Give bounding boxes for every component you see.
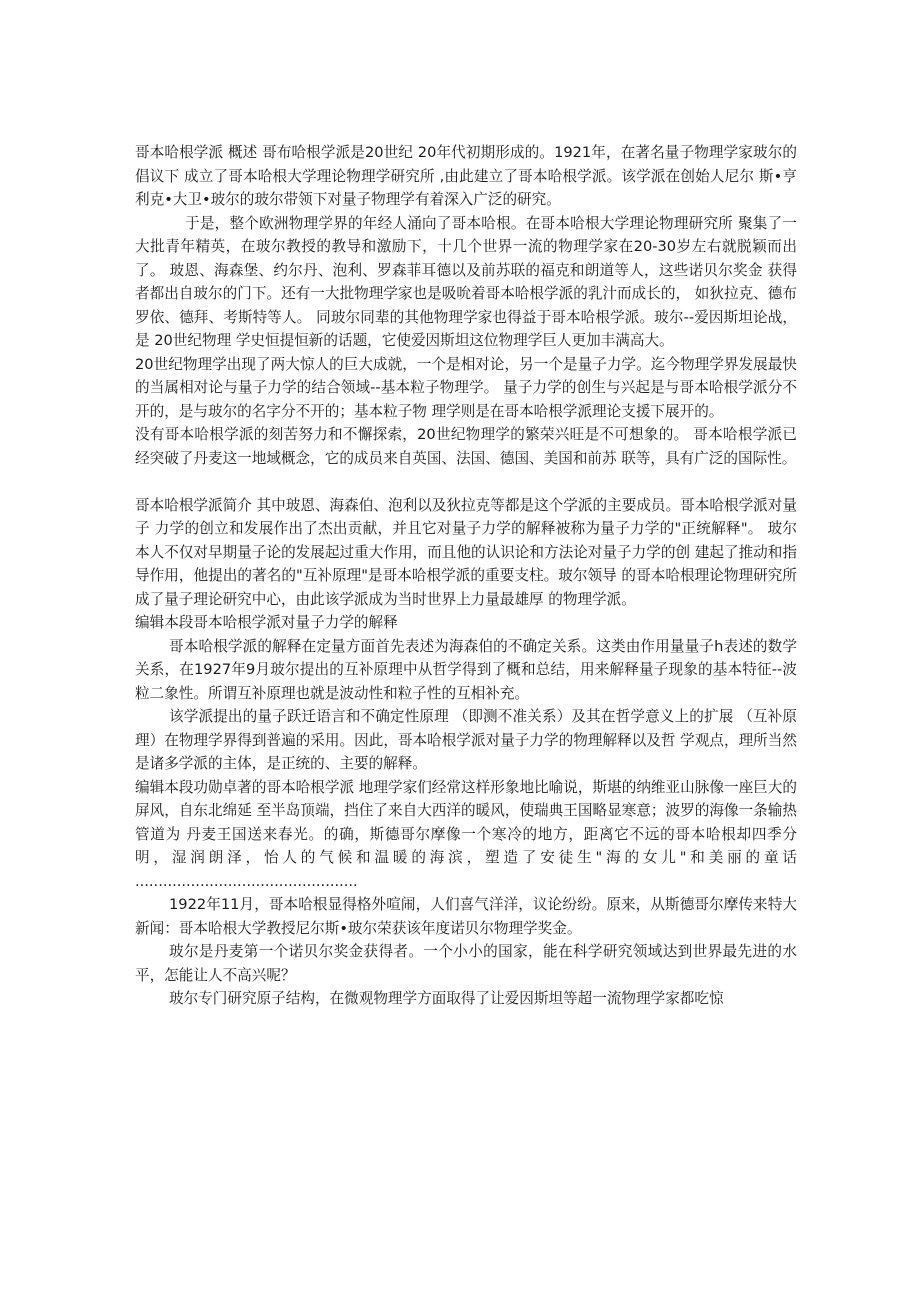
paragraph-nobel-news: 1922年11月，哥本哈根显得格外喧闹，人们喜气洋洋，议论纷纷。原来，从斯德哥尔摩传来特大新闻：哥本哈根大学教授尼尔斯•玻尔荣获该年度诺贝尔物理学奖金。 xyxy=(135,896,797,937)
section-heading-interpretation: 编辑本段哥本哈根学派对量子力学的解释 xyxy=(135,614,398,631)
paragraph-complementarity: 该学派提出的量子跃迁语言和不确定性原理 （即测不准关系）及其在哲学意义上的扩展 （互补原理）在物理学界得到普遍的采用。因此，哥本哈根学派对量子力学的物理解释以及哲 学观点，理所当然是诸多学派的主体，是正统的、主要的解释。 xyxy=(135,708,797,772)
paragraph-atomic-structure: 玻尔专门研究原子结构，在微观物理学方面取得了让爱因斯坦等超一流物理学家都吃惊 xyxy=(169,990,724,1007)
paragraph-uncertainty: 哥本哈根学派的解释在定量方面首先表述为海森伯的不确定关系。这类由作用量量子h表述的数学关系，在1927年9月玻尔提出的互补原理中从哲学得到了概和总结，用来解释量子现象的基本特征--波粒二象性。所谓互补原理也就是波动性和粒子性的互相补充。 xyxy=(135,637,797,702)
paragraph-achievements: 20世纪物理学出现了两大惊人的巨大成就，一个是相对论，另一个是量子力学。迄今物理学界发展最快的当属相对论与量子力学的结合领域--基本粒子物理学。 量子力学的创生与兴起是与哥本哈根学派分不开的，是与玻尔的名字分不开的；基本粒子物 理学则是在哥本哈根学派理论支援下展开的。 xyxy=(135,355,797,420)
paragraph-geography: 编辑本段功勋卓著的哥本哈根学派 地理学家们经常这样形象地比喻说，斯堪的纳维亚山脉像一座巨大的屏风，自东北绵延 至半岛顶端，挡住了来自大西洋的暖风，使瑞典王国略显寒意；波罗的海像一条输热管道为 丹麦王国送来春光。的确，斯德哥尔摩像一个寒冷的地方，距离它不远的哥本哈根却四季分 明，湿润朗泽，怡人的气候和温暖的海滨，塑造了安徒生"海的女儿"和美丽的童话 ................................................ xyxy=(135,778,797,890)
paragraph-young-physicists: 于是，整个欧洲物理学界的年经人涌向了哥本哈根。在哥本哈根大学理论物理研究所 聚集了一大批青年精英，在玻尔教授的教导和激励下，十几个世界一流的物理学家在20-30岁左右就脱颖而出了。 玻恩、海森堡、约尔丹、泡利、罗森菲耳德以及前苏联的福克和朗道等人，这些诺贝尔奖金 获得者都出自玻尔的门下。还有一大批物理学家也是吸吮着哥本哈根学派的乳汁而成长的， 如狄拉克、德布罗依、德拜、考斯特等人。 同玻尔同辈的其他物理学家也得益于哥本哈根学派。玻尔--爱因斯坦论战，是 20世纪物理 学史恒提恒新的话题，它使爱因斯坦这位物理学巨人更加丰满高大。 xyxy=(135,214,797,349)
document-page xyxy=(135,141,797,1011)
paragraph-international: 没有哥本哈根学派的刻苦努力和不懈探索，20世纪物理学的繁荣兴旺是不可想象的。 哥本哈根学派已经突破了丹麦这一地域概念，它的成员来自英国、法国、德国、美国和前苏 联等，具有广泛的国际性。 xyxy=(135,426,797,467)
paragraph-overview: 哥本哈根学派 概述 哥布哈根学派是20世纪 20年代初期形成的。1921年，在著名量子物理学家玻尔的倡议下 成立了哥本哈根大学理论物理学研究所 ,由此建立了哥本哈根学派。该学派在创始人尼尔 斯•亨利克•大卫•玻尔的玻尔带领下对量子物理学有着深入广泛的研究。 xyxy=(135,144,797,208)
paragraph-introduction: 哥本哈根学派简介 其中玻恩、海森伯、泡利以及狄拉克等都是这个学派的主要成员。哥本哈根学派对量子 力学的创立和发展作出了杰出贡献，并且它对量子力学的解释被称为量子力学的"正统解释"。 玻尔本人不仅对早期量子论的发展起过重大作用，而且他的认识论和方法论对量子力学的创 建起了推动和指导作用，他提出的著名的"互补原理"是哥本哈根学派的重要支柱。玻尔领导 的哥本哈根理论物理研究所成了量子理论研究中心，由此该学派成为当时世界上力量最雄厚 的物理学派。 xyxy=(135,496,797,608)
blank-line xyxy=(135,470,797,494)
paragraph-denmark-first: 玻尔是丹麦第一个诺贝尔奖金获得者。一个小小的国家，能在科学研究领域达到世界最先进的水平，怎能让人不高兴呢？ xyxy=(135,943,797,984)
